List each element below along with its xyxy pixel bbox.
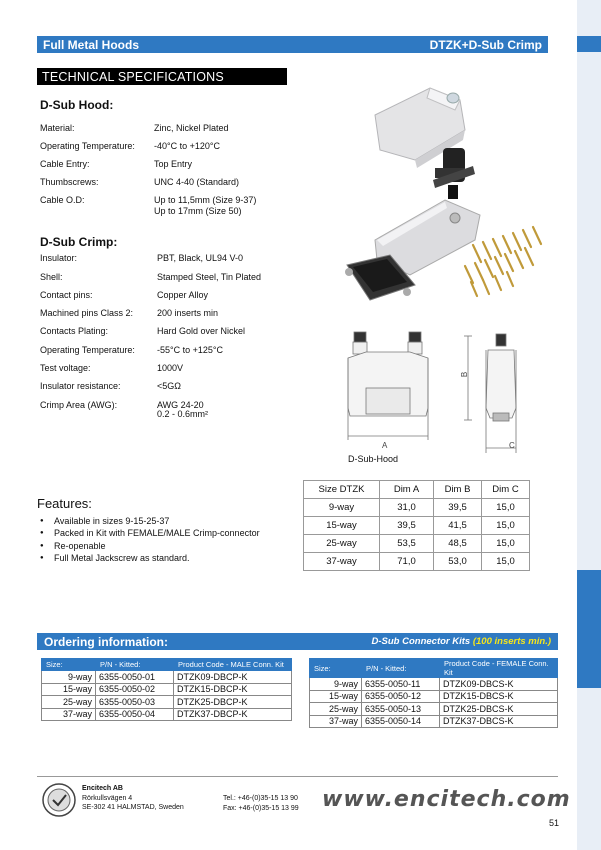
table-row [304,517,530,535]
crimp-spec-label: Shell: [40,272,63,282]
crimp-spec-value: Hard Gold over Nickel [157,326,246,336]
footer-address [82,784,184,813]
header-left: Full Metal Hoods [43,37,139,52]
crimp-spec-value: Copper Alloy [157,290,209,300]
table-row [42,671,292,684]
features-list [40,515,260,565]
table-cell: 15-way [304,517,380,535]
table-cell: 25-way [42,696,96,709]
feature-text: Available in sizes 9-15-25-37 [54,516,170,526]
kits-label [372,636,551,647]
table-row [310,690,558,703]
table-cell: 6355-0050-14 [362,715,440,728]
table-cell: 6355-0050-13 [362,703,440,716]
bullet-icon: ● [40,530,44,537]
table-cell: 15-way [42,683,96,696]
footer-street: Rörkullsvägen 4 [82,794,133,802]
hood-spec-value-2: Up to 17mm (Size 50) [154,206,242,216]
table-cell: 53,0 [434,553,482,571]
crimp-spec-label: Operating Temperature: [40,345,135,355]
footer-tel: Tel.: +46-(0)35-15 13 90 [223,795,298,802]
feature-item [40,527,260,539]
dimension-table-header [304,481,530,499]
female-header-pn: P/N - Kitted: [362,659,440,678]
dim-b-label: B [460,371,470,378]
crimp-spec-value: 200 inserts min [157,308,219,318]
ordering-title: Ordering information: [44,634,168,649]
table-cell: 6355-0050-04 [96,708,174,721]
table-row [310,703,558,716]
table-row [310,715,558,728]
table-cell: DTZK25-DBCP-K [174,696,292,709]
dim-header-a: Dim A [380,481,434,499]
crimp-spec-label: Test voltage: [40,363,91,373]
male-header-code: Product Code - MALE Conn. Kit [174,659,292,671]
table-cell: DTZK09-DBCS-K [440,678,558,691]
table-cell: DTZK15-DBCS-K [440,690,558,703]
jackscrew-image [433,148,475,199]
dim-header-size: Size DTZK [304,481,380,499]
crimp-spec-label: Contacts Plating: [40,326,109,336]
side-bar-marker-top [577,36,601,52]
crimp-title: D-Sub Crimp: [40,235,118,249]
table-row [304,499,530,517]
footer-contact [223,794,299,813]
hood-spec-value: UNC 4-40 (Standard) [154,177,240,187]
hood-spec-label: Cable O.D: [40,195,85,205]
table-row [310,678,558,691]
feature-item [40,540,260,552]
table-row [304,553,530,571]
crimp-spec-value: <5GΩ [157,381,181,391]
hood-title: D-Sub Hood: [40,98,114,112]
table-cell: DTZK37-DBCP-K [174,708,292,721]
technical-drawing [338,328,538,463]
table-cell: DTZK09-DBCP-K [174,671,292,684]
feature-text: Packed in Kit with FEMALE/MALE Crimp-connector [54,528,260,539]
hood-spec-label: Material: [40,123,75,133]
hood-spec-value: Zinc, Nickel Plated [154,123,229,133]
hood-spec-label: Cable Entry: [40,159,90,169]
feature-text: Full Metal Jackscrew as standard. [54,553,190,564]
table-cell: 9-way [42,671,96,684]
footer-divider [37,776,558,777]
crimp-spec-value: 1000V [157,363,184,373]
hood-spec-label: Thumbscrews: [40,177,99,187]
dim-header-c: Dim C [482,481,530,499]
hood-spec-label: Operating Temperature: [40,141,135,151]
table-cell: DTZK15-DBCP-K [174,683,292,696]
male-kit-table [41,658,292,721]
header-right: DTZK+D-Sub Crimp [429,37,542,52]
dim-c-label: C [509,441,515,450]
table-cell: 6355-0050-12 [362,690,440,703]
crimp-spec-label: Insulator: [40,253,78,263]
table-cell: 53,5 [380,535,434,553]
dimension-table [303,480,530,571]
female-kit-table [309,658,558,728]
crimp-pins-image [465,227,541,296]
table-cell: 6355-0050-01 [96,671,174,684]
bullet-icon: ● [40,555,44,562]
kits-label-text: D-Sub Connector Kits [371,636,473,647]
table-cell: 37-way [310,715,362,728]
table-cell: 37-way [42,708,96,721]
table-cell: 15,0 [482,499,530,517]
male-header-size: Size: [42,659,96,671]
table-cell: 25-way [310,703,362,716]
crimp-spec-label: Machined pins Class 2: [40,308,134,318]
table-row [42,696,292,709]
table-cell: 41,5 [434,517,482,535]
feature-text: Re-openable [54,540,106,551]
tech-spec-title: TECHNICAL SPECIFICATIONS [37,68,287,85]
table-row [42,708,292,721]
dim-a-label: A [382,441,388,450]
table-cell: 15,0 [482,535,530,553]
crimp-spec-value-2: 0.2 - 0.6mm² [157,409,209,419]
table-cell: 9-way [310,678,362,691]
footer-company: Encitech AB [82,785,123,792]
header-bar [37,36,548,53]
table-cell: 15,0 [482,553,530,571]
table-row [304,535,530,553]
crimp-spec-value: AWG 24-20 [157,400,204,410]
hood-spec-value: Up to 11,5mm (Size 9-37) [154,195,257,205]
crimp-spec-label: Insulator resistance: [40,381,121,391]
female-header-size: Size: [310,659,362,678]
table-cell: 71,0 [380,553,434,571]
certification-seal-icon [40,782,78,818]
crimp-spec-value: -55°C to +125°C [157,345,223,355]
table-cell: 9-way [304,499,380,517]
table-cell: 6355-0050-11 [362,678,440,691]
table-row [42,683,292,696]
page-number: 51 [549,818,560,828]
side-bar [577,0,601,850]
hood-spec-value: -40°C to +120°C [154,141,220,151]
footer-fax: Fax: +46-(0)35-15 13 99 [223,804,299,812]
female-header-code: Product Code - FEMALE Conn. Kit [440,659,558,678]
table-cell: 39,5 [380,517,434,535]
table-cell: 37-way [304,553,380,571]
side-bar-marker-mid [577,570,601,688]
crimp-spec-value: Stamped Steel, Tin Plated [157,272,262,282]
crimp-spec-label: Crimp Area (AWG): [40,400,118,410]
feature-item [40,552,260,564]
kits-highlight: (100 inserts min.) [472,636,551,647]
ordering-bar [37,633,558,650]
dim-header-b: Dim B [434,481,482,499]
crimp-spec-label: Contact pins: [40,290,93,300]
table-cell: 6355-0050-03 [96,696,174,709]
table-cell: 39,5 [434,499,482,517]
feature-item [40,515,260,527]
hood-spec-value: Top Entry [154,159,193,169]
table-cell: 15-way [310,690,362,703]
table-cell: 15,0 [482,517,530,535]
features-title: Features: [37,496,92,511]
drawing-caption: D-Sub-Hood [348,454,399,464]
table-cell: DTZK25-DBCS-K [440,703,558,716]
crimp-spec-value: PBT, Black, UL94 V-0 [157,253,244,263]
bullet-icon: ● [40,518,44,524]
table-cell: 48,5 [434,535,482,553]
table-cell: 25-way [304,535,380,553]
bullet-icon: ● [40,542,44,549]
product-illustration [335,70,560,310]
website-url[interactable]: www.encitech.com [322,787,571,812]
table-cell: DTZK37-DBCS-K [440,715,558,728]
table-cell: 31,0 [380,499,434,517]
footer-city: SE-302 41 HALMSTAD, Sweden [82,804,184,811]
table-cell: 6355-0050-02 [96,683,174,696]
male-header-pn: P/N - Kitted: [96,659,174,671]
